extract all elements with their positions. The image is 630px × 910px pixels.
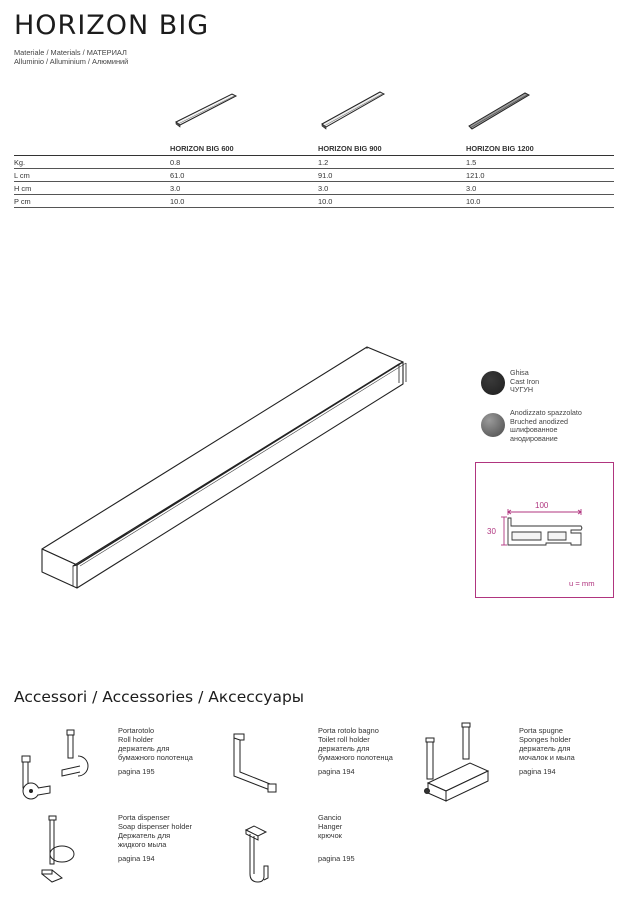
hanger-drawing <box>244 826 276 886</box>
profile-width-label: 100 <box>535 501 549 510</box>
spec-table <box>14 144 614 208</box>
product-drawing <box>40 340 440 590</box>
finish-line: Ghisa <box>510 368 529 377</box>
material-label: Materiale / Materials / МАТЕРИАЛ <box>14 48 127 57</box>
cell: 10.0 <box>466 195 614 208</box>
accessory-roll-holder <box>118 726 193 776</box>
toilet-roll-holder-drawing <box>230 732 282 798</box>
accessory-toilet-roll-holder <box>318 726 393 776</box>
spec-header-row <box>14 144 614 156</box>
cell: 121.0 <box>466 169 614 182</box>
table-row <box>14 195 614 208</box>
cell: 91.0 <box>318 169 466 182</box>
thumbnail-1200 <box>469 93 529 131</box>
row-label: H cm <box>14 182 170 195</box>
cell: 0.8 <box>170 156 318 169</box>
material-value: Alluminio / Alluminium / Алюминий <box>14 56 129 66</box>
sponges-holder-drawing <box>422 723 492 807</box>
accessory-line: мочалок и мыла <box>519 753 575 762</box>
table-row <box>14 182 614 195</box>
profile-height-label: 30 <box>487 527 496 536</box>
cell: 61.0 <box>170 169 318 182</box>
page-reference: pagina 195 <box>118 767 155 776</box>
accessory-soap-dispenser-holder <box>118 813 192 863</box>
accessory-line: Sponges holder <box>519 735 571 744</box>
finish-line: Bruched anodized <box>510 416 568 426</box>
finish-label-brushed-anodized <box>510 409 582 443</box>
finish-label-cast-iron <box>510 369 539 395</box>
accessory-line: Gancio <box>318 813 342 822</box>
spec-header-empty <box>14 144 170 156</box>
accessory-line: Porta rotolo bagno <box>318 726 379 735</box>
spec-header-1200: HORIZON BIG 1200 <box>466 144 614 156</box>
material-info <box>14 49 128 66</box>
table-row <box>14 169 614 182</box>
accessory-line: Portarotolo <box>118 726 155 735</box>
spec-header-900: HORIZON BIG 900 <box>318 144 466 156</box>
page-reference: pagina 194 <box>519 767 556 776</box>
finish-line: шлифованное <box>510 425 558 435</box>
profile-section-box <box>475 462 614 598</box>
accessory-line: Soap dispenser holder <box>118 822 192 831</box>
accessory-sponges-holder <box>519 726 575 776</box>
page-title: HORIZON BIG <box>14 10 210 41</box>
spec-header-600: HORIZON BIG 600 <box>170 144 318 156</box>
table-row <box>14 156 614 169</box>
cell: 1.5 <box>466 156 614 169</box>
roll-holder-drawing <box>18 728 93 803</box>
finish-line: Cast Iron <box>510 376 540 386</box>
unit-label: u = mm <box>569 579 595 588</box>
accessory-line: бумажного полотенца <box>118 753 193 762</box>
finish-line: анодирование <box>510 433 558 443</box>
finish-line: Anodizzato spazzolato <box>510 408 582 417</box>
accessory-hanger <box>318 813 355 863</box>
accessory-line: держатель для <box>318 744 370 753</box>
cell: 10.0 <box>170 195 318 208</box>
accessory-line: бумажного полотенца <box>318 753 393 762</box>
accessory-line: держатель для <box>118 744 170 753</box>
accessory-line: держатель для <box>519 744 571 753</box>
accessory-line: крючок <box>318 831 342 840</box>
accessory-line: жидкого мыла <box>118 840 167 849</box>
row-label: L cm <box>14 169 170 182</box>
thumbnail-900 <box>322 92 384 130</box>
accessory-line: Roll holder <box>118 735 154 744</box>
row-label: Kg. <box>14 156 170 169</box>
accessory-line: Hanger <box>318 822 343 831</box>
finish-swatch-cast-iron <box>481 371 505 395</box>
cell: 3.0 <box>318 182 466 195</box>
accessory-line: Держатель для <box>118 831 171 840</box>
accessories-title: Accessori / Accessories / Аксессуары <box>14 688 305 706</box>
row-label: P cm <box>14 195 170 208</box>
accessory-line: Toilet roll holder <box>318 735 370 744</box>
finish-swatch-brushed-anodized <box>481 413 505 437</box>
cell: 3.0 <box>170 182 318 195</box>
page-reference: pagina 194 <box>118 854 155 863</box>
page-reference: pagina 194 <box>318 767 355 776</box>
accessory-line: Porta spugne <box>519 726 563 735</box>
thumbnail-600 <box>176 94 236 130</box>
finish-line: ЧУГУН <box>510 385 534 395</box>
accessory-line: Porta dispenser <box>118 813 170 822</box>
cell: 3.0 <box>466 182 614 195</box>
soap-dispenser-holder-drawing <box>38 814 78 886</box>
cell: 1.2 <box>318 156 466 169</box>
cell: 10.0 <box>318 195 466 208</box>
page-reference: pagina 195 <box>318 854 355 863</box>
